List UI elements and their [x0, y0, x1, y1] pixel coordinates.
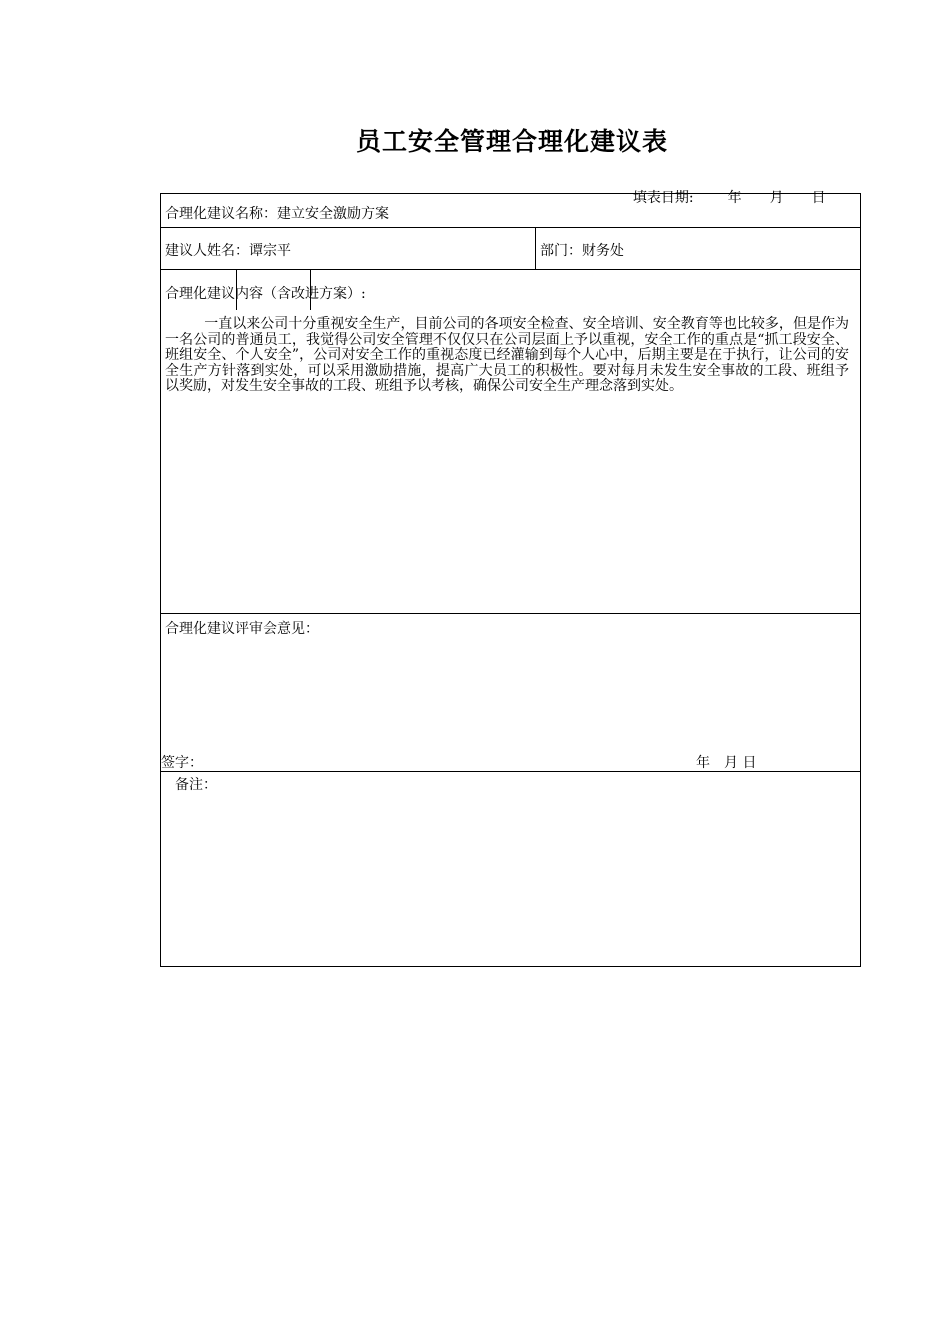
- suggestion-name-value: 建立安全激励方案: [277, 206, 389, 222]
- department-value: 财务处: [582, 243, 624, 259]
- fill-date-day: 日: [811, 190, 826, 206]
- proposer-label: 建议人姓名：: [165, 243, 249, 259]
- remarks-label: 备注：: [175, 777, 217, 793]
- content-text: 一直以来公司十分重视安全生产，目前公司的各项安全检查、安全培训、安全教育等也比较多，但是作为一名公司的普通员工，我觉得公司安全管理不仅仅只在公司层面上予以重视，安全工作的重点是“抓工段安全、班组安全、个人安全”，公司对安全工作的重视态度已经灌输到每个人心中，后期主要是在于执行，让公司的安全生产方针落到实处，可以采用激励措施，提高广大员工的积极性。要对每月未发生安全事故的工段、班组予以奖励，对发生安全事故的工段、班组予以考核，确保公司安全生产理念落到实处。: [165, 316, 849, 394]
- proposer-value: 谭宗平: [249, 243, 291, 259]
- remarks-row: [161, 772, 860, 967]
- fill-date-year: 年: [727, 190, 742, 206]
- review-row: [161, 614, 860, 772]
- review-label: 合理化建议评审会意见：: [165, 621, 319, 637]
- content-row: [161, 270, 860, 614]
- fill-date-label: 填表日期:: [632, 190, 694, 206]
- review-date: 年 月 日: [696, 755, 757, 771]
- signature-label: 签字：: [161, 755, 203, 771]
- suggestion-name-field: [165, 203, 389, 223]
- fill-date-month: 月: [769, 190, 784, 206]
- proposer-divider: [535, 228, 536, 269]
- proposer-field: [165, 240, 291, 260]
- department-label: 部门：: [540, 243, 582, 259]
- department-field: [540, 240, 624, 260]
- form-title: 员工安全管理合理化建议表: [355, 127, 668, 156]
- proposer-row: [161, 228, 860, 270]
- content-label: 合理化建议内容（含改进方案）:: [165, 286, 366, 302]
- suggestion-name-label: 合理化建议名称：: [165, 206, 277, 222]
- suggestion-form: [160, 193, 861, 967]
- suggestion-name-row: [161, 194, 860, 228]
